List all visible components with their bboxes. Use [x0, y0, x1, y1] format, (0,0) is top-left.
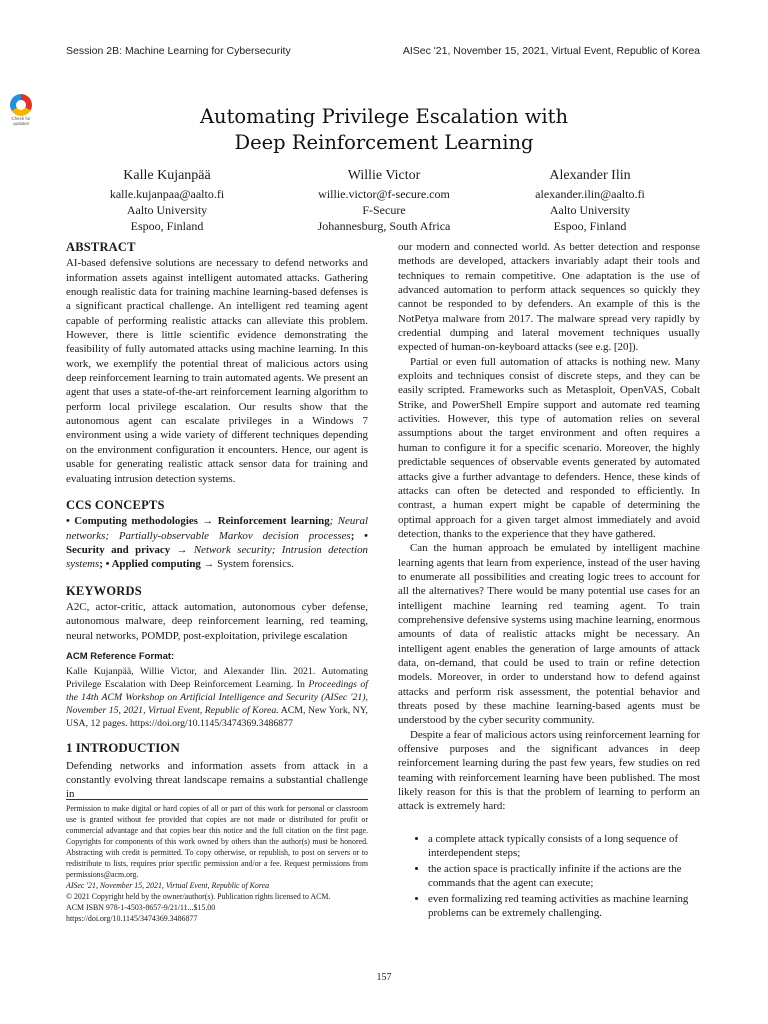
abstract-heading: ABSTRACT: [66, 240, 136, 254]
introduction-paragraph: Defending networks and information assets from attack in a constantly evolving threat landscape remains a substantial challenge in: [66, 759, 368, 801]
author-email: kalle.kujanpaa@aalto.fi: [109, 187, 225, 201]
body-paragraph-2: Partial or even full automation of attacks is nothing new. Many exploits and techniques consist of discrete steps, and they can be easily scripted. Frameworks such as Metasploit, OpenVAS, Cobalt Strike, and PowerShell Empire support and automate red teaming activities. However, this type of automation relies on several assumptions about the target environment and often requires a human to configure it for a specific scenario. Moreover, the highly predictable sequences of observable events generated by automated attacks give a further advantage to defenders. Hence, these kinds of attacks can often be detected and responded to efficiently. In contrast, a human expert might be capable of determining the optimal approach for a given target almost immediately and avoid detection, thanks to the experience that they have gathered.: [398, 355, 700, 540]
running-header-conference: AISec '21, November 15, 2021, Virtual Event, Republic of Korea: [402, 45, 700, 57]
permission-doi-link[interactable]: https://doi.org/10.1145/3474369.3486877: [66, 914, 198, 923]
acm-reference-text: [66, 665, 368, 730]
keywords-text: A2C, actor-critic, attack automation, autonomous cyber defense, autonomous malware, deep reinforcement learning, red teaming, neural networks, POMDP, post-exploitation, privilege escalation: [66, 600, 368, 642]
author-affiliation: F-Secure: [362, 203, 406, 217]
left-column: [66, 240, 368, 802]
ccs-concept-2-detail: → Network security; Intrusion detection systems: [66, 543, 368, 571]
title-line-1: Automating Privilege Escalation with: [199, 105, 569, 128]
author-location: Espoo, Finland: [553, 219, 627, 233]
author-affiliation: Aalto University: [126, 203, 208, 217]
ccs-concept-1: • Computing methodologies → Reinforcement learning: [66, 515, 330, 528]
ccs-concept-3: ; • Applied computing: [99, 558, 201, 571]
permission-copyright: © 2021 Copyright held by the owner/author(s). Publication rights licensed to ACM.: [66, 892, 331, 901]
title-line-2: Deep Reinforcement Learning: [234, 131, 534, 154]
author-block-2: [284, 167, 484, 234]
permission-text: Permission to make digital or hard copies of all or part of this work for personal or classroom use is granted without fee provided that copies are not made or distributed for profit or commercial advantage and that copies bear this notice and the full citation on the first page. Copyrights for components of this work owned by others than the author(s) must be honored. Abstracting with credit is permitted. To copy otherwise, or republish, to post on servers or to redistribute to lists, requires prior specific permission and/or a fee. Request permissions from permissions@acm.org.: [66, 804, 368, 879]
ccs-concept-2: ; • Security and privacy: [66, 529, 368, 556]
ccs-concept-3-detail: → System forensics.: [200, 558, 294, 571]
permission-conference: AISec '21, November 15, 2021, Virtual Event, Republic of Korea: [66, 881, 270, 890]
list-item: • the action space is practically infinite if the actions are the commands that the agent can execute;: [428, 862, 718, 891]
keywords-heading: KEYWORDS: [66, 583, 142, 598]
acm-reference: [66, 650, 368, 730]
author-name: Alexander Ilin: [549, 168, 631, 183]
reference-venue: Proceedings of the 14th ACM Workshop on Artificial Intelligence and Security (AISec '21), November 15, 2021, Virtual Event, Republic of Korea.: [66, 679, 368, 717]
permission-isbn: ACM ISBN 978-1-4503-8657-9/21/11...$15.00: [66, 903, 216, 912]
acm-reference-heading: ACM Reference Format:: [66, 650, 175, 662]
author-name: Kalle Kujanpää: [123, 168, 211, 183]
list-item: • a complete attack typically consists of a long sequence of interdependent steps;: [428, 832, 718, 861]
author-block-1: [67, 167, 267, 234]
author-name: Willie Victor: [347, 168, 421, 183]
introduction-heading: 1 INTRODUCTION: [66, 740, 180, 756]
list-item: • even formalizing red teaming activities as machine learning problems can be extremely challenging.: [428, 892, 718, 921]
author-location: Johannesburg, South Africa: [317, 219, 451, 233]
body-paragraph-1: our modern and connected world. As better detection and response methods are developed, attackers invariably adapt their tools and techniques to remain competitive. One adaptation is the use of advanced automation to perform attack sequences so quickly they cannot be responded to by defenders. An example of this is the NotPetya malware from 2017. The malware spread very rapidly by credential dumping and lateral movement techniques usually expected of human-on-keyboard attacks (see e.g. [20]).: [398, 241, 700, 354]
paper-title: [0, 104, 768, 156]
author-location: Espoo, Finland: [130, 219, 204, 233]
running-header-session: Session 2B: Machine Learning for Cybersecurity: [66, 45, 291, 57]
body-paragraph-3: Can the human approach be emulated by intelligent machine learning agents that learn from experience, instead of the user having to enumerate all possibilities and creating logic trees to account for all the alternatives? There would be many potential use cases for an intelligent machine learning red teaming agent. To train comprehensive defensive systems using machine learning, enormous amounts of data of realistic attacks might be necessary. An intelligent agent enables the generation of large amounts of attack data, on-demand, that could be used to train or refine detection models. Moreover, in order to understand how to defend against attacks and perform risk assessment, the potential behavior and threats posed by these machine learning-based agents must be understood by the cyber security community.: [398, 542, 700, 727]
right-column: [398, 240, 700, 814]
body-paragraph-4: Despite a fear of malicious actors using reinforcement learning for offensive purposes and the significant advances in deep reinforcement learning during the past few years, few studies on red teaming with reinforcement learning have been published. The most likely reason for this is that the problem of learning to perform an attack is extremely hard:: [398, 728, 701, 813]
abstract-text: AI-based defensive solutions are necessary to defend networks and information assets against intelligent automated attacks. Gathering enough realistic data for training machine learning-based defenses is a significant practical challenge. An intelligent red teaming agent capable of performing realistic attacks can alleviate this problem. However, there is little scientific evidence demonstrating the feasibility of fully automated attacks using machine learning. In this work, we exemplify the potential threat of malicious actors using deep reinforcement learning to train automated agents. We present an agent that uses a state-of-the-art reinforcement learning algorithm to perform local privilege escalation. Our results show that the autonomous agent can escalate privileges in a Windows 7 environment using a wide variety of different techniques depending on the environment configuration it encounters. Hence, our agent is usable for generating realistic attack sensor data for training and evaluating intrusion detection systems.: [66, 257, 368, 485]
author-email: willie.victor@f-secure.com: [318, 187, 450, 201]
author-affiliation: Aalto University: [549, 203, 631, 217]
badge-label: Check for updates: [11, 116, 31, 126]
author-email: alexander.ilin@aalto.fi: [535, 187, 645, 201]
reference-doi[interactable]: ACM, New York, NY, USA, 12 pages. https://doi.org/10.1145/3474369.3486877: [66, 705, 368, 730]
permission-footnote: [66, 799, 368, 924]
attack-difficulty-list: [413, 832, 718, 921]
author-block-3: [490, 167, 690, 234]
ccs-concepts: [66, 514, 368, 571]
ccs-heading: CCS CONCEPTS: [66, 497, 165, 512]
reference-authors: Kalle Kujanpää, Willie Victor, and Alexander Ilin. 2021. Automating Privilege Escalation with Deep Reinforcement Learning. In: [66, 666, 368, 691]
ccs-concept-1-detail: ; Neural networks; Partially-observable Markov decision processes: [66, 515, 368, 542]
page-number: 157: [376, 972, 392, 983]
